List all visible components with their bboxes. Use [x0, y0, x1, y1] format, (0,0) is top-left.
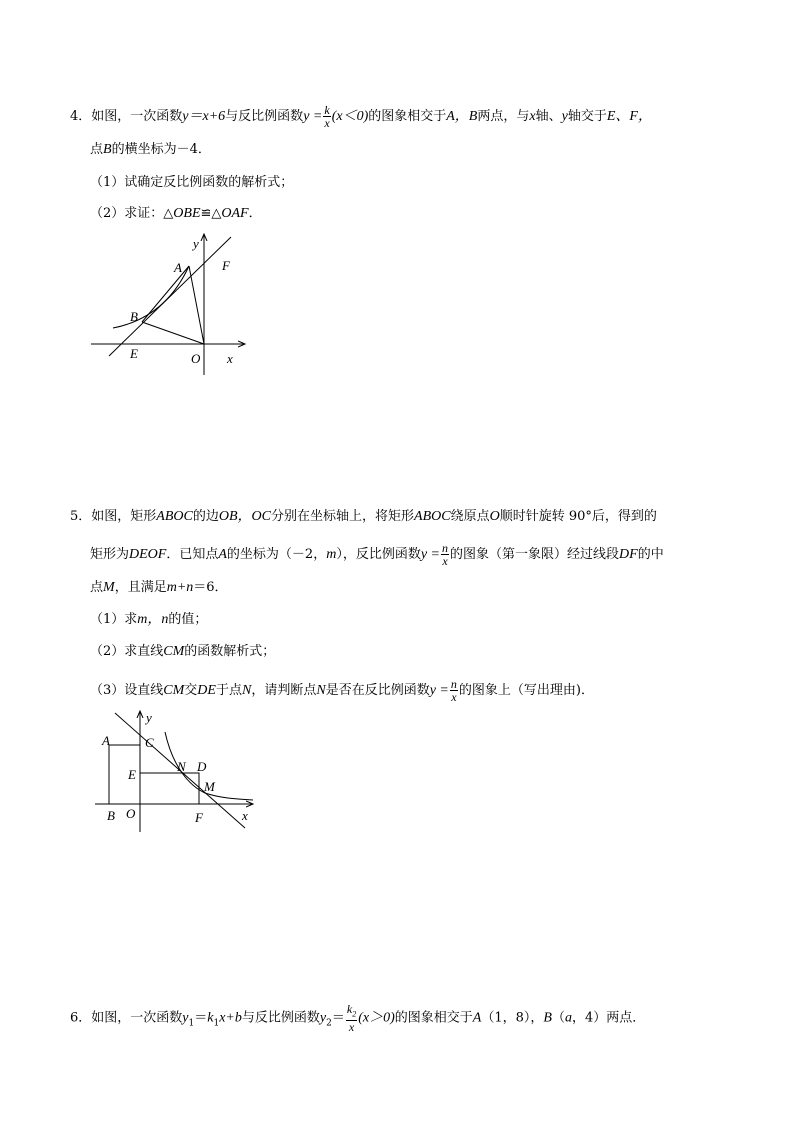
fraction-numerator: k [324, 103, 330, 117]
rectangle-name: DEOF [129, 547, 167, 562]
function-label: y = [420, 547, 441, 562]
variable: m [326, 547, 337, 562]
text: 点 [90, 142, 104, 157]
fraction-numerator [346, 1003, 357, 1021]
text: 的图象（第一象限）经过线段 [450, 547, 620, 562]
p5-line3 [90, 579, 228, 597]
variable: y [319, 1010, 327, 1026]
fraction [450, 678, 458, 703]
rectangle-name: ABOC [414, 509, 451, 524]
point-name: A [472, 1010, 482, 1026]
p4-figure [85, 232, 255, 382]
text: ），反比例函数 [336, 547, 421, 562]
p5-line1 [70, 508, 657, 526]
text: （1）求 [90, 612, 138, 627]
p5-figure [95, 708, 260, 833]
text: 的坐标为（－2， [226, 547, 327, 562]
text: 的图象相交于 [394, 1010, 473, 1026]
fraction [323, 104, 330, 129]
text: 是否在反比例函数 [325, 683, 430, 698]
text: 的图象上（写出理由)． [458, 683, 594, 698]
variable: y [182, 1010, 189, 1026]
variable: k [207, 1010, 214, 1026]
triangle-name: OAF [221, 206, 249, 221]
domain-condition: (x＞0) [358, 1010, 395, 1026]
label-B: B [130, 309, 138, 324]
problem-number: 6． [70, 1010, 92, 1026]
text: ＝ [194, 1010, 208, 1026]
fraction-numerator: n [450, 677, 457, 691]
text: 两点，与 [477, 109, 530, 124]
text: 的横坐标为－4． [111, 142, 211, 157]
text: 矩形为 [90, 547, 130, 562]
fraction [346, 1003, 357, 1033]
label-E: E [130, 346, 138, 361]
fraction-denominator: x [451, 690, 457, 704]
p6-line1 [70, 1003, 645, 1033]
point-names: A，B [446, 109, 478, 124]
rectangle-DEOF [140, 773, 199, 804]
text: 的图象相交于 [368, 109, 447, 124]
segment-BO [142, 322, 204, 344]
p5-question-1 [90, 611, 207, 629]
p5-question-3 [90, 678, 594, 703]
label-x: x [227, 351, 233, 366]
expression: x+b [219, 1010, 242, 1026]
text: （2）求直线 [90, 644, 164, 659]
p4-line1 [70, 104, 652, 129]
fraction-denominator: x [348, 1020, 355, 1035]
label-B: B [107, 808, 115, 823]
text: 的中 [637, 547, 664, 562]
text: 绕原点 [450, 509, 490, 524]
label-x: x [242, 808, 248, 823]
label-A: A [102, 733, 110, 748]
coordinates: （1，8）， [481, 1010, 544, 1026]
text: 的值； [168, 612, 208, 627]
segment-name: DE [197, 683, 216, 698]
line-name: CM [163, 644, 185, 659]
text: （3）设直线 [90, 683, 164, 698]
text: 于点 [215, 683, 242, 698]
text: （ [551, 1010, 565, 1026]
expression: m+n [166, 580, 194, 595]
label-y: y [193, 236, 199, 251]
label-C: C [145, 735, 154, 750]
hyperbola-curve [113, 266, 189, 328]
subscript: 1 [188, 1018, 195, 1029]
fraction-numerator: n [442, 541, 449, 555]
text: 点 [90, 580, 104, 595]
text: （2）求证：△ [90, 206, 174, 221]
subscript: 2 [326, 1018, 332, 1029]
p4-question-1: （1）试确定反比例函数的解析式； [90, 175, 294, 190]
point-name: M [103, 580, 115, 595]
point-name: O [489, 509, 500, 524]
point-name: N [241, 683, 252, 698]
point-name: B [543, 1010, 552, 1026]
segment-AO [189, 266, 204, 344]
p5-question-2 [90, 643, 275, 661]
axis-name: y [561, 109, 568, 124]
text: ≌△ [200, 206, 222, 221]
point-names: E、F， [606, 109, 652, 124]
text: 如图，一次函数 [91, 1010, 183, 1026]
subscript: 2 [352, 1009, 357, 1019]
fraction-denominator: x [324, 116, 330, 130]
p5-line2 [90, 542, 664, 567]
text: 如图，矩形 [91, 509, 157, 524]
text: 与反比例函数 [225, 109, 304, 124]
text: 顺时针旋转 90°后，得到的 [499, 509, 657, 524]
label-D: D [197, 759, 207, 774]
fraction-denominator: x [442, 554, 448, 568]
function-label: y = [303, 109, 323, 124]
text: 的函数解析式； [184, 644, 276, 659]
text: 与反比例函数 [241, 1010, 320, 1026]
p4-question-2 [90, 205, 262, 223]
problem-number: 5． [70, 509, 92, 524]
label-M: M [204, 779, 215, 794]
triangle-name: OBE [173, 206, 201, 221]
linear-equation: y＝x+6 [182, 109, 226, 124]
label-O: O [126, 806, 136, 821]
text: 分别在坐标轴上，将矩形 [271, 509, 415, 524]
text: ．已知点 [166, 547, 219, 562]
text: 的边 [192, 509, 219, 524]
fraction [441, 542, 449, 567]
text: 交 [184, 683, 198, 698]
variable: a [564, 1010, 572, 1026]
function-label: y = [429, 683, 449, 698]
label-E: E [128, 767, 136, 782]
text: ． [248, 206, 262, 221]
axis-name: x [529, 109, 536, 124]
variables: m，n [137, 612, 169, 627]
point-name: A [218, 547, 227, 562]
text: ，且满足 [114, 580, 167, 595]
label-F: F [195, 810, 203, 825]
label-O: O [191, 351, 201, 366]
label-y: y [146, 710, 152, 725]
text: 轴、 [535, 109, 562, 124]
problem-number: 4． [70, 109, 92, 124]
segment-name: DF [619, 547, 638, 562]
text: ＝ [331, 1010, 345, 1026]
p4-line2 [90, 141, 211, 159]
label-A: A [174, 260, 182, 275]
text: ，请判断点 [251, 683, 317, 698]
numerator-letter: k [346, 1002, 353, 1016]
domain-condition: (x＜0) [331, 109, 369, 124]
rectangle-name: ABOC [156, 509, 193, 524]
text: ＝6． [193, 580, 228, 595]
point-name: B [103, 142, 112, 157]
text: ，4）两点． [571, 1010, 646, 1026]
label-N: N [177, 759, 186, 774]
text: 如图，一次函数 [91, 109, 183, 124]
point-name: N [316, 683, 326, 698]
label-F: F [222, 258, 230, 273]
segment-names: OB，OC [218, 509, 271, 524]
line-name: CM [163, 683, 185, 698]
subscript: 1 [213, 1018, 220, 1029]
text: 轴交于 [567, 109, 607, 124]
